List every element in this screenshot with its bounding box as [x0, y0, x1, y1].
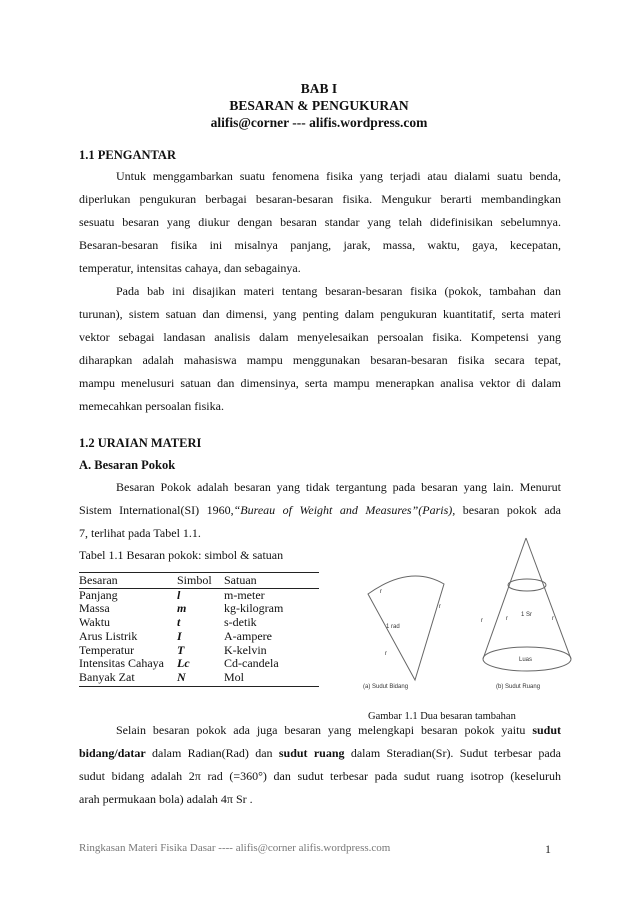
- sr-label: 1 Sr: [521, 612, 533, 618]
- header-simbol: Simbol: [177, 573, 224, 589]
- radius-label-b2: r: [506, 616, 508, 622]
- text-line: sudut bidang adalah 2π rad (=360°) dan sudut terbesar pada sudut ruang isotrop (keseluruh: [79, 769, 561, 783]
- cell-besaran: Temperatur: [79, 642, 135, 657]
- cell-satuan: Cd-candela: [224, 656, 279, 671]
- cell-besaran: Massa: [79, 601, 110, 616]
- cell-simbol: T: [177, 642, 185, 657]
- rad-label: 1 rad: [386, 624, 400, 630]
- radius-label-b1: r: [481, 618, 483, 624]
- table-row: [79, 657, 319, 671]
- table-row: [79, 671, 319, 686]
- text-line: vektor sebagai landasan analisis dalam menyelesaikan persoalan fisika. Kompetensi yang: [79, 330, 561, 344]
- bold-term: sudut: [532, 723, 561, 737]
- subheading-besaran-pokok: A. Besaran Pokok: [79, 458, 176, 472]
- paragraph-pengantar-2: [79, 280, 561, 418]
- cell-simbol: t: [177, 615, 181, 630]
- cone-top-ellipse: [508, 579, 546, 591]
- cone-side-right: [526, 538, 571, 659]
- cell-satuan: A-ampere: [224, 628, 272, 643]
- label-plane-angle: (a) Sudut Bidang: [363, 684, 409, 690]
- cell-besaran: Arus Listrik: [79, 628, 138, 643]
- cell-simbol: Lc: [177, 656, 190, 671]
- text-line: bidang/datar dalam Radian(Rad) dan sudut ruang dalam Steradian(Sr). Sudut terbesar pada: [79, 746, 561, 760]
- text-line: Sistem International(SI) 1960,“Bureau of Weight and Measures”(Paris), besaran pokok ada: [79, 503, 562, 517]
- text-line: arah permukaan bola) adalah 4π Sr .: [79, 792, 253, 806]
- header-besaran: Besaran: [79, 573, 177, 589]
- text-line: sesuatu besaran yang diukur dengan besaran standar yang telah didefinisikan sebelumnya.: [79, 215, 561, 229]
- text-line: diharapkan adalah mahasiswa mampu menggunakan besaran-besaran fisika secara tepat,: [79, 353, 561, 367]
- chapter-title: BESARAN & PENGUKURAN: [229, 98, 409, 113]
- cell-satuan: K-kelvin: [224, 642, 267, 657]
- text-line: Untuk menggambarkan suatu fenomena fisika yang terjadi atau dialami suatu benda,: [116, 169, 561, 183]
- text-line: diperlukan pengukuran berbagai besaran-besaran fisika. Mengukur berarti membandingkan: [79, 192, 561, 206]
- cell-besaran: Waktu: [79, 615, 111, 630]
- text-line: mampu menelusuri satuan dan dimensinya, serta mampu menerapkan analisa vektor di dalam: [79, 376, 561, 390]
- solid-angle-diagram: [481, 538, 571, 690]
- cell-satuan: m-meter: [224, 587, 265, 602]
- base-quantities-table: [79, 572, 319, 687]
- cell-besaran: Banyak Zat: [79, 671, 177, 686]
- figure-caption: Gambar 1.1 Dua besaran tambahan: [368, 711, 516, 722]
- table-row: [79, 630, 319, 644]
- page-number: 1: [545, 842, 551, 856]
- cell-satuan: Mol: [224, 671, 319, 686]
- cell-simbol: N: [177, 671, 224, 686]
- cell-simbol: m: [177, 601, 187, 616]
- table-header-row: [79, 573, 319, 589]
- table-caption: Tabel 1.1 Besaran pokok: simbol & satuan: [79, 548, 284, 562]
- bold-term: bidang/datar: [79, 746, 146, 760]
- paragraph-besaran-tambahan: [79, 719, 561, 811]
- author-line: alifis@corner --- alifis.wordpress.com: [210, 115, 428, 130]
- table-row: [79, 644, 319, 658]
- text-line: Selain besaran pokok ada juga besaran yang melengkapi besaran pokok yaitu sudut: [116, 723, 561, 737]
- section-heading-pengantar: 1.1 PENGANTAR: [79, 148, 176, 162]
- text-line: Besaran Pokok adalah besaran yang tidak tergantung pada besaran yang lain. Menurut: [116, 480, 561, 494]
- cell-satuan: s-detik: [224, 615, 257, 630]
- italic-reference: “Bureau of Weight and Measures”(Paris),: [233, 503, 456, 517]
- header-satuan: Satuan: [224, 573, 319, 589]
- radius-label-a3: r: [385, 651, 387, 657]
- chapter-number: BAB I: [300, 81, 338, 96]
- luas-label: Luas: [519, 657, 533, 663]
- cell-satuan: kg-kilogram: [224, 601, 284, 616]
- text-line: turunan), sistem satuan dan dimensi, yang penting dalam pengukuran kuantitatif, serta materi: [79, 307, 561, 321]
- cell-besaran: Panjang: [79, 587, 118, 602]
- page-footer: Ringkasan Materi Fisika Dasar ---- alifis@corner alifis.wordpress.com: [79, 842, 391, 854]
- cell-simbol: I: [177, 628, 182, 643]
- text-line: memecahkan persoalan fisika.: [79, 399, 224, 413]
- figure-angles: [340, 532, 580, 702]
- radius-label-b3: r: [552, 616, 554, 622]
- table-row: [79, 616, 319, 630]
- bold-term: sudut ruang: [278, 746, 345, 760]
- text-line: Pada bab ini disajikan materi tentang besaran-besaran fisika (pokok, tambahan dan: [116, 284, 561, 298]
- paragraph-pengantar-1: [79, 165, 561, 280]
- table-row: [79, 602, 319, 616]
- text-line: temperatur, intensitas cahaya, dan sebagainya.: [79, 261, 301, 275]
- text-line: Besaran-besaran fisika ini misalnya panjang, jarak, massa, waktu, gaya, kecepatan,: [79, 238, 561, 252]
- radius-label-a2: r: [439, 604, 441, 610]
- text-line: 7, terlihat pada Tabel 1.1.: [79, 526, 201, 540]
- section-heading-uraian: 1.2 URAIAN MATERI: [79, 436, 202, 450]
- plane-angle-diagram: [363, 576, 444, 690]
- label-solid-angle: (b) Sudut Ruang: [496, 684, 541, 690]
- table-row: [79, 588, 319, 602]
- cell-simbol: l: [177, 587, 181, 602]
- cell-besaran: Intensitas Cahaya: [79, 656, 164, 671]
- cone-side-left: [483, 538, 526, 659]
- radius-label-a1: r: [380, 589, 382, 595]
